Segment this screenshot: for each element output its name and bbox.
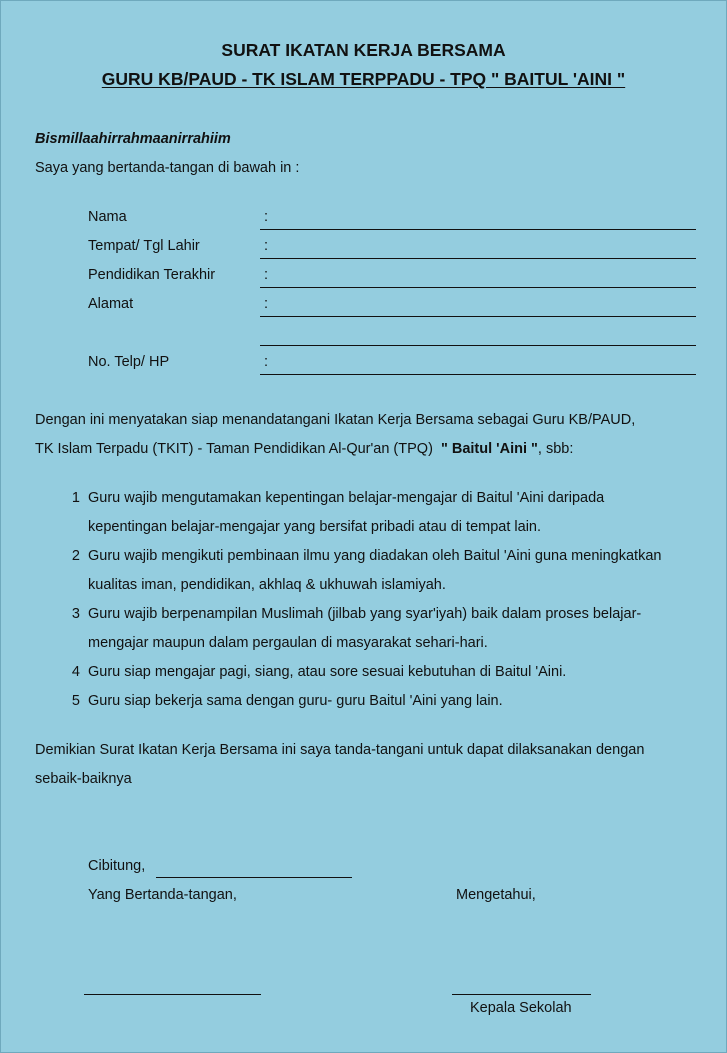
field-line-alamat-1[interactable]: [260, 316, 696, 317]
document-title: SURAT IKATAN KERJA BERSAMA: [221, 40, 506, 60]
item-number: 5: [71, 693, 80, 709]
item-text: Guru wajib berpenampilan Muslimah (jilbab yang syar'iyah) baik dalam proses belajar-: [88, 606, 642, 622]
field-label-alamat: Alamat: [88, 296, 134, 312]
signer-signature-line[interactable]: [84, 994, 261, 995]
acknowledge-label: Mengetahui,: [456, 887, 536, 903]
item-text: mengajar maupun dalam pergaulan di masyarakat sehari-hari.: [88, 635, 488, 651]
statement-line-2: [35, 441, 573, 457]
field-line-telp[interactable]: [260, 374, 696, 375]
item-text: Guru siap mengajar pagi, siang, atau sore sesuai kebutuhan di Baitul 'Aini.: [88, 664, 567, 680]
item-text: Guru wajib mengutamakan kepentingan belajar-mengajar di Baitul 'Aini daripada: [88, 490, 605, 506]
item-text: kualitas iman, pendidikan, akhlaq & ukhuwah islamiyah.: [88, 577, 446, 593]
field-colon-telp: :: [264, 354, 269, 370]
item-number: 4: [71, 664, 80, 680]
opening-basmalah: Bismillaahirrahmaanirrahiim: [35, 131, 231, 147]
field-colon-ttl: :: [264, 238, 269, 254]
field-line-pendidikan[interactable]: [260, 287, 696, 288]
field-label-ttl: Tempat/ Tgl Lahir: [88, 238, 200, 254]
item-text: Guru wajib mengikuti pembinaan ilmu yang diadakan oleh Baitul 'Aini guna meningkatkan: [88, 548, 662, 564]
document-subtitle: [0, 69, 727, 90]
signature-date-line[interactable]: [156, 877, 352, 878]
field-colon-pendidikan: :: [264, 267, 269, 283]
field-label-nama: Nama: [88, 209, 127, 225]
item-number: 1: [71, 490, 80, 506]
field-label-pendidikan: Pendidikan Terakhir: [88, 267, 216, 283]
field-line-ttl[interactable]: [260, 258, 696, 259]
signature-place: Cibitung,: [88, 858, 146, 874]
statement-suffix: , sbb:: [537, 441, 574, 457]
statement-school-name: " Baitul 'Aini ": [440, 441, 538, 457]
statement-text: TK Islam Terpadu (TKIT) - Taman Pendidikan Al-Qur'an (TPQ): [35, 441, 441, 457]
principal-title: Kepala Sekolah: [470, 1000, 572, 1016]
field-colon-alamat: :: [264, 296, 269, 312]
item-text: Guru siap bekerja sama dengan guru- guru Baitul 'Aini yang lain.: [88, 693, 503, 709]
closing-line-2: sebaik-baiknya: [35, 771, 132, 787]
item-number: 3: [71, 606, 80, 622]
statement-line-1: Dengan ini menyatakan siap menandatangani Ikatan Kerja Bersama sebagai Guru KB/PAUD,: [35, 412, 636, 428]
principal-signature-line[interactable]: [452, 994, 591, 995]
field-label-telp: No. Telp/ HP: [88, 354, 170, 370]
item-number: 2: [71, 548, 80, 564]
field-line-nama[interactable]: [260, 229, 696, 230]
closing-line-1: Demikian Surat Ikatan Kerja Bersama ini saya tanda-tangani untuk dapat dilaksanakan dengan: [35, 742, 645, 758]
field-colon-nama: :: [264, 209, 269, 225]
intro-text: Saya yang bertanda-tangan di bawah in :: [35, 160, 300, 176]
document-subtitle-text: GURU KB/PAUD - TK ISLAM TERPPADU - TPQ " BAITUL 'AINI ": [101, 69, 626, 89]
field-line-alamat-2[interactable]: [260, 345, 696, 346]
item-text: kepentingan belajar-mengajar yang bersifat pribadi atau di tempat lain.: [88, 519, 542, 535]
signer-label: Yang Bertanda-tangan,: [88, 887, 237, 903]
